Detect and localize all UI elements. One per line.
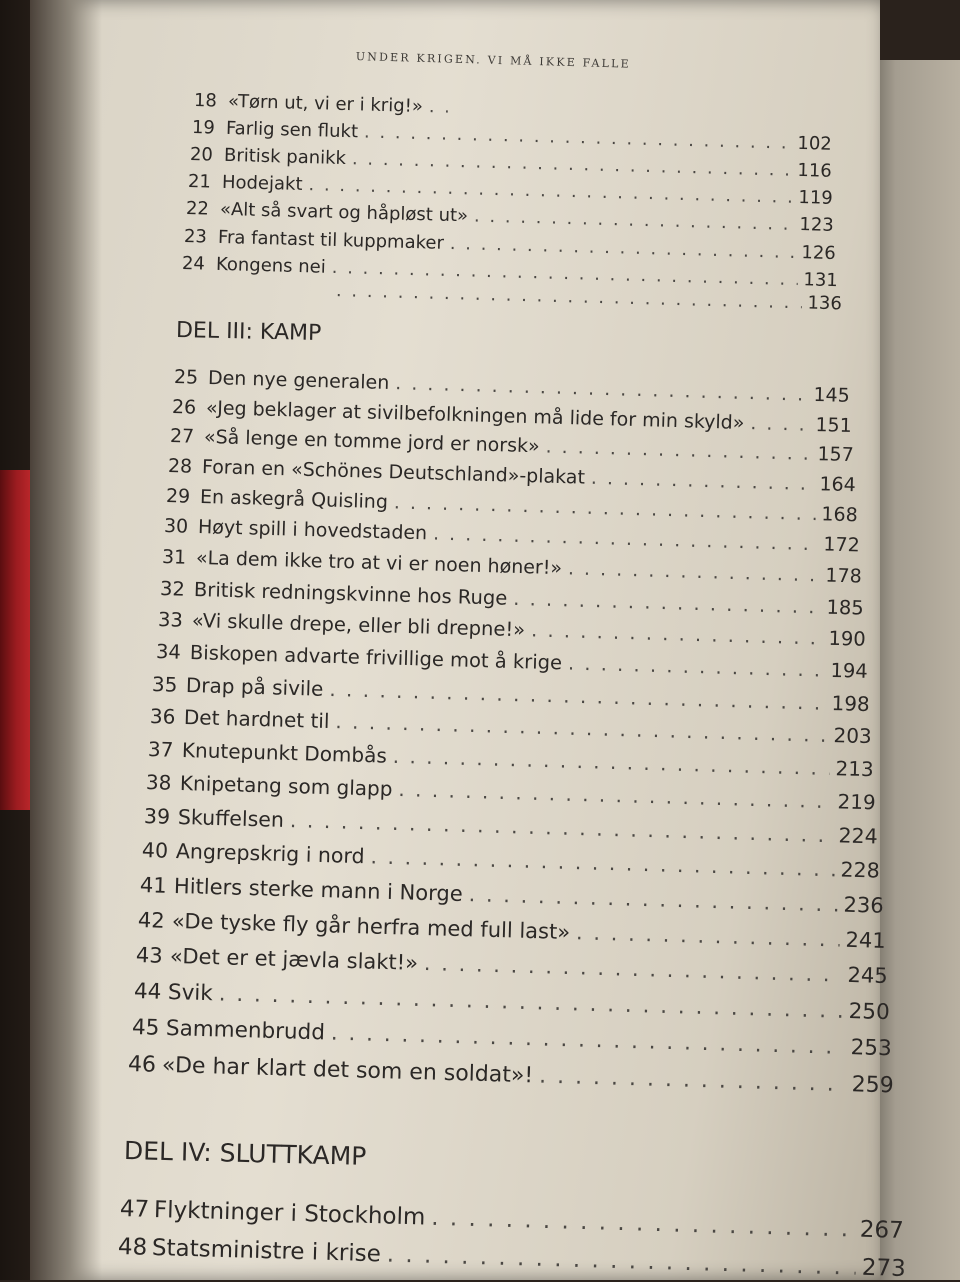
entry-page-number: 241	[845, 927, 887, 953]
entry-page-number: 245	[847, 962, 889, 988]
entry-number: 42	[137, 908, 166, 933]
dot-leader	[386, 1242, 856, 1281]
entry-number: 44	[133, 979, 162, 1005]
entry-number: 37	[147, 737, 174, 762]
entry-title: Flyktninger i Stockholm	[153, 1196, 426, 1231]
entry-number: 23	[183, 226, 208, 248]
dot-leader	[513, 587, 821, 619]
entry-title: Svik	[167, 979, 214, 1007]
entry-page-number: 259	[851, 1072, 895, 1099]
entry-page-number: 164	[819, 473, 857, 497]
dot-leader	[750, 412, 810, 436]
entry-page-number: 131	[803, 269, 839, 292]
entry-page-number: 190	[828, 626, 867, 651]
dot-leader	[531, 618, 823, 649]
dot-leader	[545, 435, 811, 464]
toc-entry	[194, 90, 454, 118]
entry-title: Kongens nei	[215, 253, 327, 278]
toc-entry	[118, 1234, 906, 1282]
section-heading: DEL IV: SLUTTKAMP	[123, 1136, 367, 1171]
entry-page-number: 178	[825, 564, 863, 588]
dot-leader	[474, 206, 794, 235]
entry-title: «La dem ikke tro at vi er noen høner!»	[195, 546, 563, 580]
entry-number: 25	[173, 366, 199, 389]
entry-title: «Vi skulle drepe, eller bli drepne!»	[191, 608, 526, 642]
entry-title: Sammenbrudd	[165, 1015, 326, 1046]
dot-leader	[433, 523, 818, 556]
dot-leader	[394, 491, 816, 525]
entry-number: 36	[149, 704, 176, 729]
entry-number: 18	[193, 90, 218, 112]
dot-leader	[395, 372, 808, 406]
entry-title: Knipetang som glapp	[179, 770, 393, 801]
dot-leader	[398, 777, 832, 813]
dot-leader	[331, 1021, 845, 1060]
entry-page-number: 228	[840, 857, 881, 883]
entry-number: 31	[161, 546, 187, 569]
entry-title: Skuffelsen	[177, 804, 285, 832]
entry-title: Det hardnet til	[183, 704, 330, 734]
dot-leader	[431, 1205, 854, 1243]
entry-title: Foran en «Schönes Deutschland»-plakat	[201, 455, 586, 489]
entry-title: «Så lenge en tomme jord er norsk»	[203, 425, 540, 458]
entry-title: Fra fantast til kuppmaker	[217, 226, 445, 254]
entry-page-number: 102	[797, 132, 833, 155]
entry-number: 33	[157, 608, 184, 632]
entry-title: En askegrå Quisling	[199, 485, 389, 514]
dot-leader	[468, 882, 838, 916]
entry-number: 40	[141, 838, 169, 863]
entry-number: 21	[187, 171, 212, 193]
entry-number: 26	[171, 396, 197, 419]
dot-leader	[370, 844, 835, 881]
entry-title: Angrepskrig i nord	[175, 838, 365, 869]
dot-leader	[393, 744, 830, 780]
dot-leader	[218, 981, 843, 1023]
entry-number: 41	[139, 873, 168, 898]
entry-number: 48	[117, 1234, 148, 1261]
dot-leader	[429, 96, 449, 117]
dot-leader	[576, 920, 840, 951]
entry-page-number: 253	[850, 1035, 893, 1062]
entry-page-number: 273	[861, 1254, 907, 1282]
section-heading: DEL III: KAMP	[175, 318, 322, 347]
entry-number: 28	[167, 455, 193, 478]
entry-page-number: 198	[831, 690, 871, 717]
entry-number: 27	[169, 425, 195, 448]
dot-leader	[290, 808, 833, 847]
entry-number: 20	[189, 144, 214, 166]
entry-page-number: 126	[801, 242, 837, 265]
entry-title: «De tyske fly går herfra med full last»	[171, 908, 571, 945]
entry-page-number: 250	[848, 998, 891, 1026]
dot-leader	[329, 677, 826, 715]
running-head: UNDER KRIGEN. VI MÅ IKKE FALLE	[355, 50, 632, 71]
entry-number: 24	[181, 253, 206, 275]
entry-page-number: 203	[833, 723, 873, 749]
entry-page-number: 157	[817, 443, 855, 467]
entry-page-number: 194	[830, 658, 869, 683]
dot-leader	[335, 709, 828, 747]
entry-number: 46	[127, 1052, 157, 1078]
entry-number: 39	[143, 804, 171, 829]
entry-page-number: 236	[843, 892, 885, 918]
entry-page-number: 168	[821, 503, 859, 527]
entry-title: Knutepunkt Dombås	[181, 737, 388, 768]
entry-title: Hodejakt	[221, 171, 303, 195]
entry-title: «De har klart det som en soldat»!	[161, 1052, 534, 1089]
entry-title: Drap på sivile	[185, 672, 324, 701]
entry-number: 22	[185, 198, 210, 220]
entry-title: Britisk panikk	[223, 144, 347, 170]
entry-title: «Alt så svart og håpløst ut»	[219, 198, 469, 227]
entry-title: Høyt spill i hovedstaden	[197, 515, 428, 545]
entry-page-number: 224	[838, 823, 879, 849]
entry-number: 34	[155, 640, 182, 664]
dot-leader	[591, 467, 814, 495]
toc-entry	[128, 1052, 894, 1098]
entry-page-number: 116	[797, 159, 833, 182]
entry-page-number: 185	[826, 595, 865, 620]
entry-number: 19	[191, 117, 216, 139]
dot-leader	[352, 148, 792, 181]
entry-page-number: 151	[815, 413, 853, 437]
entry-number: 47	[119, 1196, 150, 1223]
entry-number: 35	[151, 672, 178, 697]
dot-leader	[568, 557, 820, 586]
entry-title: Britisk redningskvinne hos Ruge	[193, 577, 508, 610]
entry-title: Statsministre i krise	[151, 1234, 382, 1268]
dot-leader	[450, 233, 796, 263]
entry-page-number: 123	[799, 214, 835, 236]
entry-title: «Det er et jævla slakt!»	[169, 943, 419, 975]
dot-leader	[424, 951, 842, 987]
entry-page-number: 267	[859, 1216, 905, 1244]
entry-page-number: 145	[813, 383, 851, 407]
entry-title: «Tørn ut, vi er i krig!»	[227, 90, 424, 117]
entry-number: 45	[131, 1015, 160, 1041]
entry-page-number: 219	[837, 789, 877, 815]
dot-leader	[539, 1063, 846, 1097]
entry-page-number: 213	[835, 756, 875, 782]
entry-number: 43	[135, 943, 164, 968]
entry-number: 30	[163, 515, 189, 538]
entry-title: Biskopen advarte frivillige mot å krige	[189, 640, 563, 675]
entry-number: 38	[145, 770, 172, 795]
dot-leader	[568, 652, 825, 682]
entry-page-number: 172	[823, 533, 861, 557]
entry-title: Farlig sen flukt	[225, 117, 359, 143]
entry-page-number: 119	[798, 186, 834, 209]
entry-number: 32	[159, 577, 186, 601]
entry-page-number: 136	[807, 292, 843, 315]
dot-leader	[364, 122, 792, 154]
entry-title: «Jeg beklager at sivilbefolkningen må lide for min skyld»	[205, 396, 745, 434]
entry-number: 29	[165, 485, 191, 508]
entry-title: Hitlers sterke mann i Norge	[173, 873, 464, 907]
entry-title: Den nye generalen	[207, 366, 390, 395]
